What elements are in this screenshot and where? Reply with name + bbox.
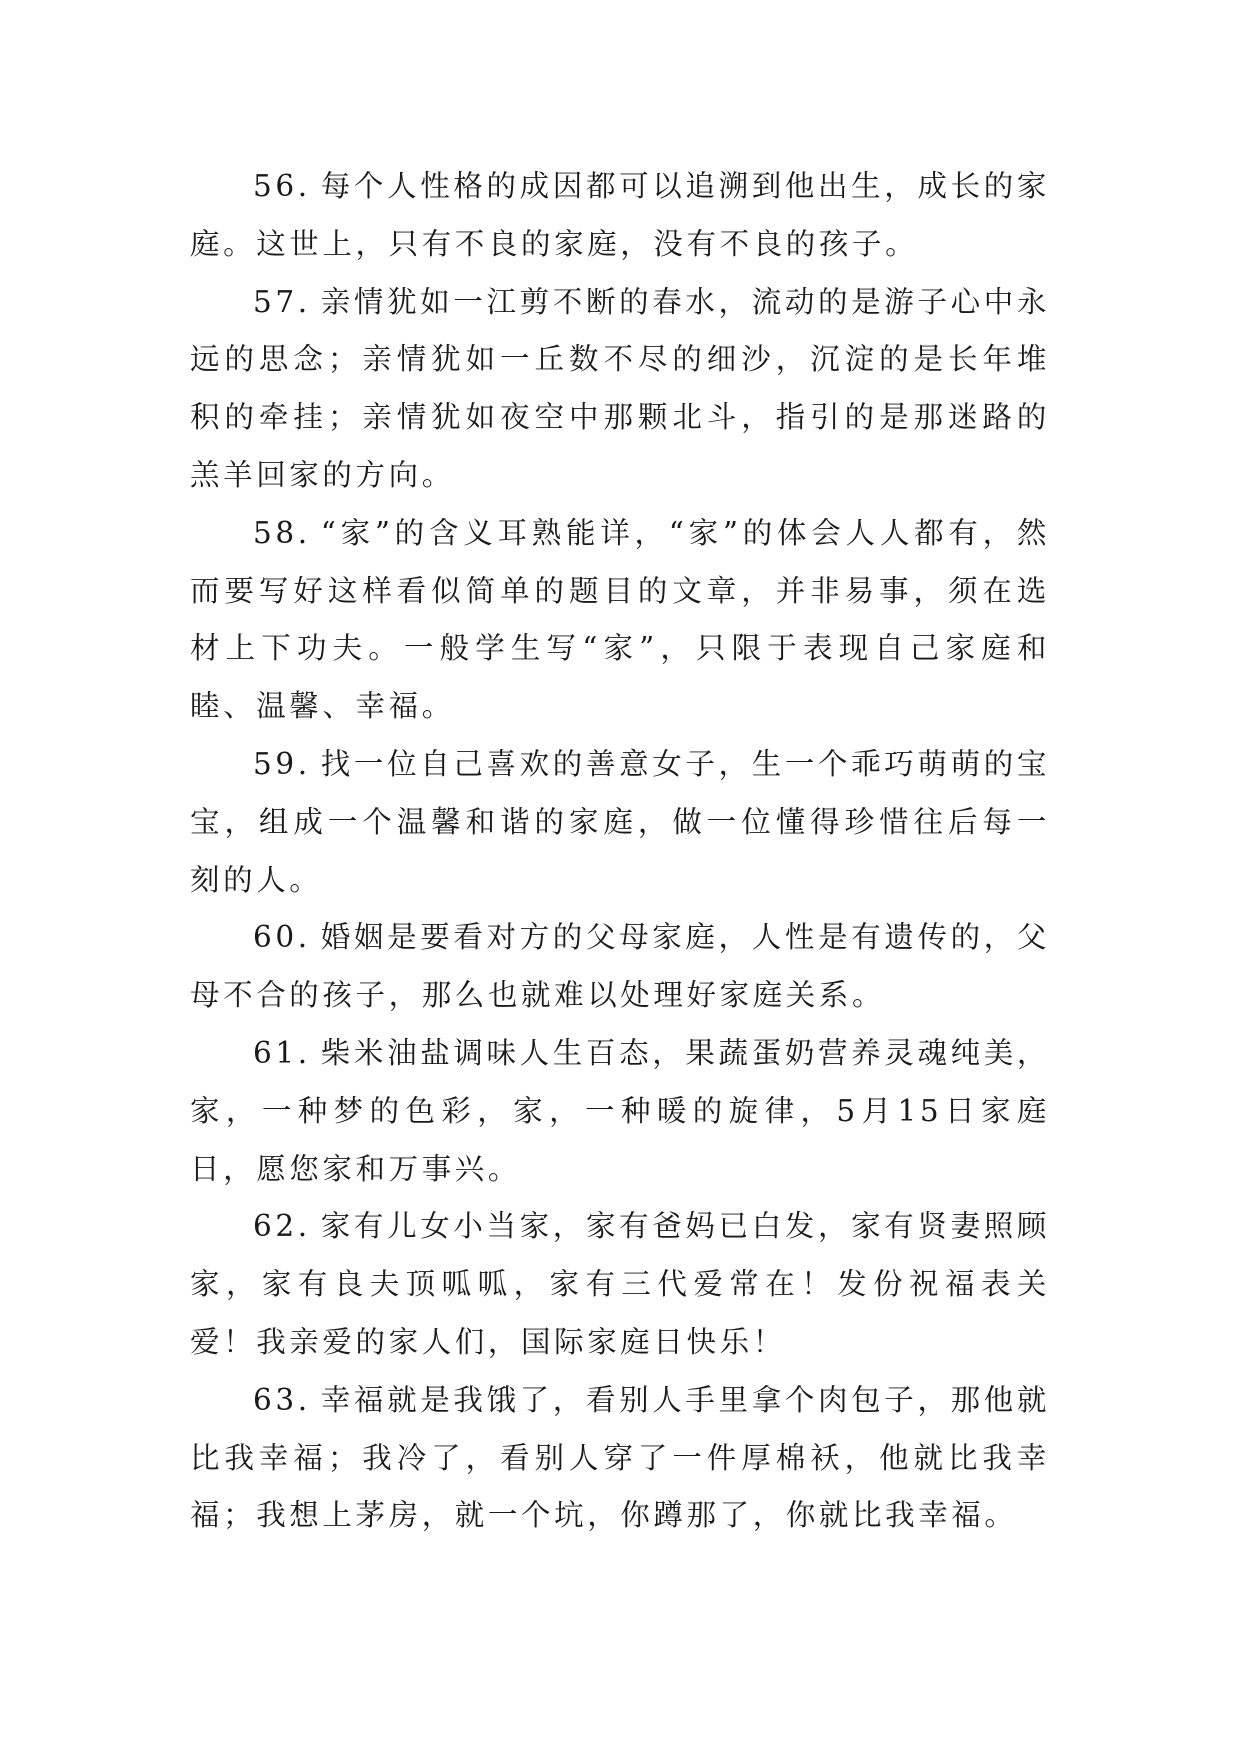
paragraph-number: 63.: [253, 1382, 311, 1417]
paragraph-text: 每个人性格的成因都可以追溯到他出生，成长的家庭。这世上，只有不良的家庭，没有不良的孩子。: [190, 169, 1050, 261]
paragraph-58: [190, 505, 1050, 736]
paragraph-number: 61.: [253, 1035, 311, 1070]
paragraph-text: 幸福就是我饿了，看别人手里拿个肉包子，那他就比我幸福；我冷了，看别人穿了一件厚棉袄，他就比我幸福；我想上茅房，就一个坑，你蹲那了，你就比我幸福。: [190, 1382, 1050, 1533]
paragraph-number: 59.: [253, 746, 311, 781]
paragraph-text: 柴米油盐调味人生百态，果蔬蛋奶营养灵魂纯美，家，一种梦的色彩，家，一种暖的旋律，5月15日家庭日，愿您家和万事兴。: [190, 1035, 1050, 1186]
paragraph-56: [190, 158, 1050, 274]
paragraph-63: [190, 1372, 1050, 1545]
paragraph-59: [190, 736, 1050, 909]
paragraph-text: 找一位自己喜欢的善意女子，生一个乖巧萌萌的宝宝，组成一个温馨和谐的家庭，做一位懂得珍惜往后每一刻的人。: [190, 746, 1050, 897]
paragraph-text: “家”的含义耳熟能详，“家”的体会人人都有，然而要写好这样看似简单的题目的文章，并非易事，须在选材上下功夫。一般学生写“家”，只限于表现自己家庭和睦、温馨、幸福。: [190, 515, 1050, 724]
document-body: [190, 158, 1050, 1545]
paragraph-number: 57.: [253, 284, 311, 319]
paragraph-number: 60.: [253, 920, 311, 955]
paragraph-text: 婚姻是要看对方的父母家庭，人性是有遗传的，父母不合的孩子，那么也就难以处理好家庭关系。: [190, 920, 1050, 1013]
paragraph-text: 家有儿女小当家，家有爸妈已白发，家有贤妻照顾家，家有良夫顶呱呱，家有三代爱常在！发份祝福表关爱！我亲爱的家人们，国际家庭日快乐！: [190, 1209, 1050, 1359]
paragraph-57: [190, 274, 1050, 505]
paragraph-60: [190, 909, 1050, 1025]
paragraph-number: 58.: [253, 515, 311, 550]
paragraph-62: [190, 1198, 1050, 1371]
paragraph-number: 62.: [253, 1209, 311, 1244]
paragraph-61: [190, 1025, 1050, 1198]
paragraph-text: 亲情犹如一江剪不断的春水，流动的是游子心中永远的思念；亲情犹如一丘数不尽的细沙，沉淀的是长年堆积的牵挂；亲情犹如夜空中那颗北斗，指引的是那迷路的羔羊回家的方向。: [190, 284, 1050, 492]
paragraph-number: 56.: [253, 169, 311, 203]
